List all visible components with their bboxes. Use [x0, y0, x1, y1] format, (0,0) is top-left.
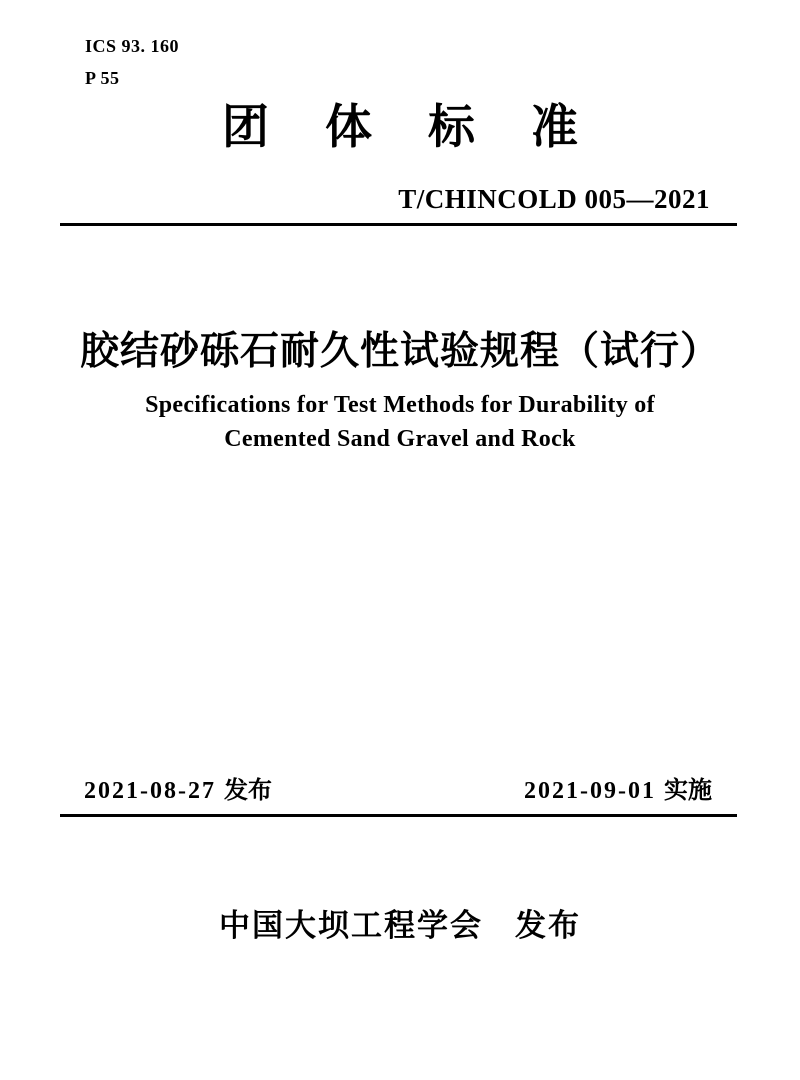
english-title	[0, 388, 800, 456]
issue-date: 2021-08-27	[84, 778, 216, 804]
implementation-date: 2021-09-01	[524, 778, 656, 804]
ics-code: ICS 93. 160	[85, 36, 180, 56]
issue-label: 发布	[223, 778, 272, 804]
implementation-date-block	[524, 770, 712, 805]
issue-date-block	[84, 770, 272, 805]
english-title-line1: Specifications for Test Methods for Durability of	[145, 392, 655, 418]
publish-action-label: 发布	[515, 908, 581, 943]
bottom-divider	[60, 814, 737, 817]
english-title-line2: Cemented Sand Gravel and Rock	[224, 426, 576, 452]
chinese-title: 胶结砂砾石耐久性试验规程（试行）	[79, 330, 720, 373]
publisher-line	[0, 900, 800, 945]
document-type-title: 团体标准	[222, 100, 634, 153]
top-divider	[60, 223, 737, 226]
ics-block	[85, 30, 179, 94]
standard-number: T/CHINCOLD 005—2021	[398, 184, 710, 214]
implementation-label: 实施	[664, 778, 712, 804]
publisher-name: 中国大坝工程学会	[219, 908, 483, 943]
classification-code: P 55	[85, 68, 120, 88]
dates-row	[0, 770, 800, 805]
